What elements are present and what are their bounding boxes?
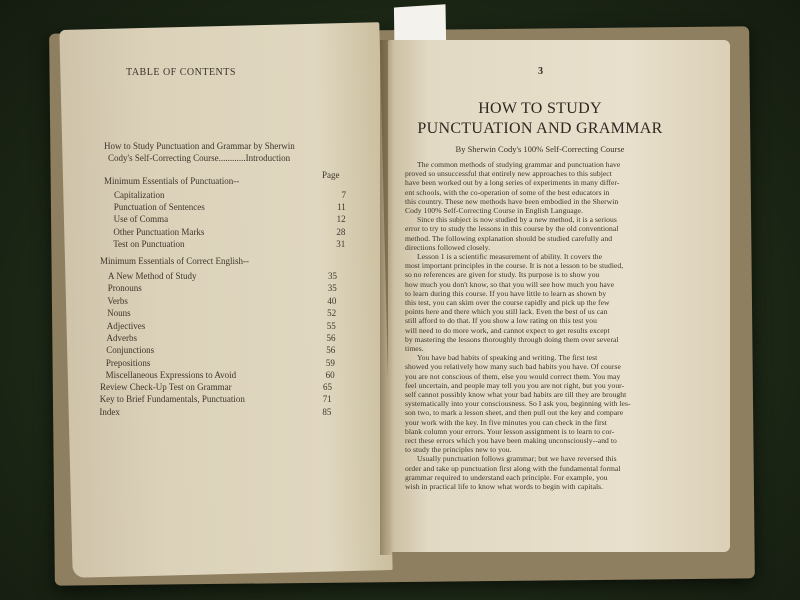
toc-entry-label: Capitalization bbox=[114, 190, 165, 200]
body-line: ent schools, with the co-operation of some of the best educators in bbox=[405, 187, 610, 197]
toc-entry-page: 35 bbox=[327, 283, 337, 294]
body-line: self cannot possibly know what your bad habits are till they are brought bbox=[405, 390, 627, 399]
body-line: wish in practical life to know what words to begin with capitals. bbox=[405, 482, 604, 491]
toc-entry-label: Other Punctuation Marks bbox=[113, 226, 205, 237]
toc-entry-label: Nouns bbox=[107, 308, 131, 319]
body-line: order and take up punctuation first along with the fundamental formal bbox=[405, 463, 621, 473]
body-line: how much you don't know, so that you will see how much you have bbox=[405, 279, 615, 289]
toc-intro-line-1: How to Study Punctuation and Grammar by Sherwin bbox=[104, 141, 295, 151]
body-line: son two, to mark a lesson sheet, and then pull out the key and compare bbox=[405, 408, 624, 418]
toc-entry-page: 59 bbox=[325, 357, 335, 368]
toc-section-1-title: Minimum Essentials of Punctuation-- bbox=[104, 176, 240, 186]
toc-entry-label: Miscellaneous Expressions to Avoid bbox=[105, 370, 237, 381]
body-line: still afford to do that. If you show a low rating on this test you bbox=[405, 316, 597, 326]
page-title-line-1: HOW TO STUDY bbox=[478, 100, 602, 117]
toc-entry-label: Adjectives bbox=[106, 320, 146, 331]
toc-entry-label: Verbs bbox=[107, 295, 128, 306]
toc-entry-page: 65 bbox=[323, 382, 332, 392]
body-line: blank column your errors. Your lesson assignment is to learn to cor- bbox=[405, 426, 615, 436]
toc-entry-label: A New Method of Study bbox=[108, 271, 197, 281]
book-gutter bbox=[380, 40, 394, 555]
toc-entry-label: Pronouns bbox=[107, 283, 142, 294]
toc-entry-page: 31 bbox=[336, 238, 346, 249]
body-line: Lesson 1 is a scientific measurement of ability. It covers the bbox=[417, 252, 603, 261]
body-line: Since this subject is now studied by a new method, it is a serious bbox=[417, 215, 617, 225]
toc-page-header: Page bbox=[322, 170, 340, 180]
toc-entry-page: 56 bbox=[326, 333, 336, 343]
toc-entry-label: Prepositions bbox=[105, 357, 151, 368]
body-line: points here and there which you still lack. Even the best of us can bbox=[405, 307, 608, 317]
body-line: directions followed closely. bbox=[405, 242, 491, 252]
body-line: most important principles in the course. It is not a lesson to be studied, bbox=[405, 261, 624, 271]
toc-entry-page: 85 bbox=[322, 406, 332, 417]
toc-entry-label: Review Check-Up Test on Grammar bbox=[100, 382, 232, 392]
toc-entry-label: Key to Brief Fundamentals, Punctuation bbox=[99, 394, 245, 405]
toc-entry-page: 35 bbox=[328, 271, 337, 281]
body-line: Usually punctuation follows grammar; but we have reversed this bbox=[417, 454, 617, 464]
page-number: 3 bbox=[538, 66, 543, 77]
body-line: proved so unsuccessful that entirely new approaches to this subject bbox=[405, 169, 612, 179]
toc-intro-line-2: Cody's Self-Correcting Course............Introduction bbox=[108, 153, 291, 163]
body-line: your work with the key. In five minutes you can check in the first bbox=[405, 417, 607, 427]
toc-entry-label: Test on Punctuation bbox=[113, 238, 185, 249]
body-line: systematically into your consciousness. So I ask you, beginning with les- bbox=[405, 399, 631, 409]
toc-entry-label: Adverbs bbox=[106, 333, 137, 343]
body-line: rect these errors which you have been making unconsciously--and to bbox=[405, 436, 617, 445]
toc-entry-page: 60 bbox=[325, 370, 335, 381]
body-line: by mastering the lessons thoroughly through doing them over several bbox=[405, 334, 619, 344]
toc-entry-page: 11 bbox=[337, 202, 346, 213]
toc-entry-page: 52 bbox=[327, 308, 337, 319]
body-line: You have bad habits of speaking and writing. The first test bbox=[417, 353, 598, 363]
body-line: have been worked out by a long series of experiments in many differ- bbox=[405, 178, 620, 188]
body-line: this country. These new methods have been embodied in the Sherwin bbox=[405, 196, 619, 206]
toc-entry-page: 7 bbox=[341, 190, 346, 200]
toc-heading: TABLE OF CONTENTS bbox=[126, 67, 236, 78]
body-line: this test, you can skim over the course rapidly and pick up the few bbox=[405, 298, 610, 307]
byline: By Sherwin Cody's 100% Self-Correcting Course bbox=[455, 144, 625, 154]
body-line: you are not conscious of them, else you would correct them. You may bbox=[405, 371, 621, 381]
page-title-line-2: PUNCTUATION AND GRAMMAR bbox=[417, 120, 663, 137]
toc-entry-page: 71 bbox=[322, 394, 332, 405]
toc-entry-page: 12 bbox=[336, 214, 346, 225]
toc-entry-label: Use of Comma bbox=[113, 214, 169, 225]
toc-entry-page: 55 bbox=[326, 320, 336, 331]
toc-section-2-title: Minimum Essentials of Correct English-- bbox=[100, 256, 249, 266]
body-line: Cody 100% Self-Correcting Course in English Language. bbox=[405, 206, 583, 215]
body-line: method. The following explanation should be studied carefully and bbox=[405, 233, 613, 243]
body-line: times. bbox=[405, 344, 424, 353]
toc-entry-page: 28 bbox=[336, 226, 346, 237]
body-line: error to try to study the lessons in this course by the old conventional bbox=[405, 224, 619, 234]
body-line: grammar required to understand each principle. For example, you bbox=[405, 472, 608, 482]
toc-entry-label: Punctuation of Sentences bbox=[113, 202, 205, 213]
body-line: to study the principles new to you. bbox=[405, 445, 512, 455]
body-line: showed you relatively how many such bad habits you have. Of course bbox=[405, 362, 621, 372]
toc-entry-label: Index bbox=[99, 406, 120, 417]
body-line: so no references are given for study. Its purpose is to show you bbox=[405, 270, 600, 280]
body-line: to learn during this course. If you have little to learn as shown by bbox=[405, 288, 607, 298]
body-line: feel uncertain, and people may tell you you are not right, but you your- bbox=[405, 380, 625, 390]
body-line: The common methods of studying grammar and punctuation have bbox=[417, 160, 621, 169]
toc-entry-page: 56 bbox=[326, 345, 336, 356]
toc-entry-label: Conjunctions bbox=[106, 345, 155, 356]
toc-entry-page: 40 bbox=[327, 295, 337, 306]
body-line: will need to do more work, and cannot expect to get results except bbox=[405, 325, 610, 335]
